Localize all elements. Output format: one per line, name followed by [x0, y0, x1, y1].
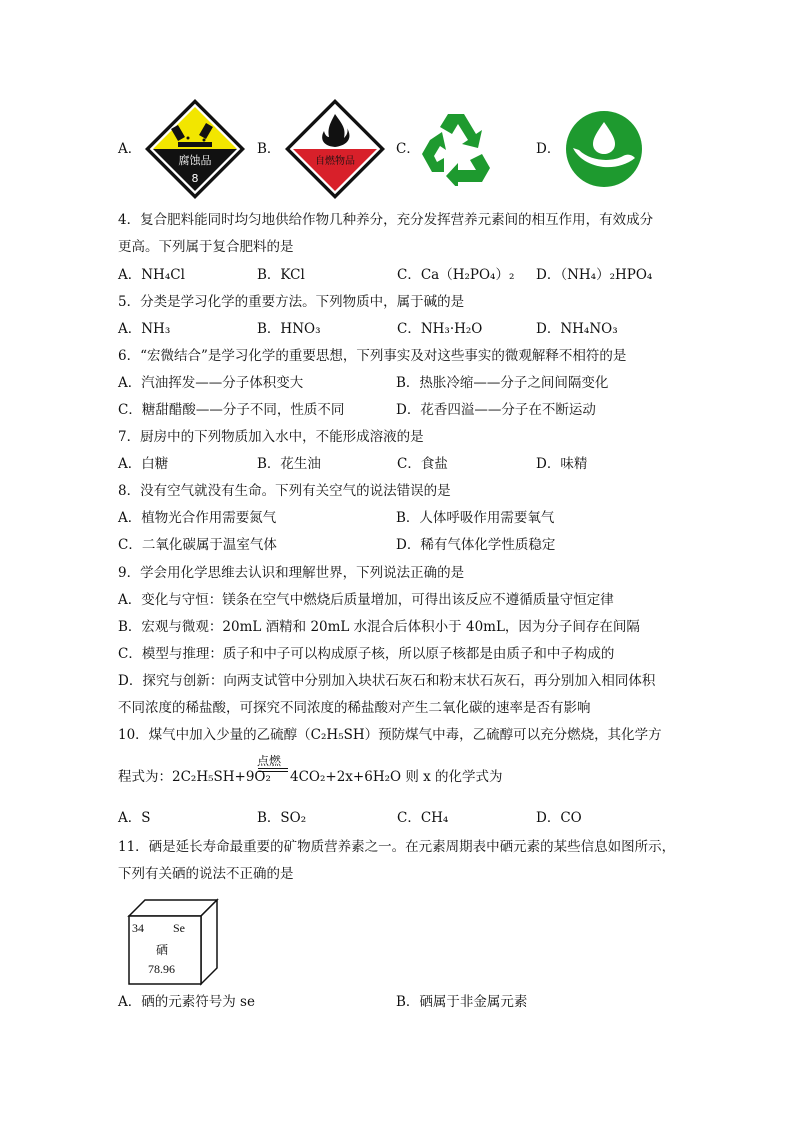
q7-stem: 7．厨房中的下列物质加入水中，不能形成溶液的是: [118, 429, 424, 445]
q11-stem-line1: 11．硒是延长寿命最重要的矿物质营养素之一。在元素周期表中硒元素的某些信息如图所示，: [118, 839, 676, 855]
q3-option-c-label: C．: [396, 141, 420, 157]
q5-option-d: D．NH₄NO₃: [536, 321, 618, 337]
q3-option-d-label: D．: [536, 141, 561, 157]
q4-stem-line1: 4．复合肥料能同时均匀地供给作物几种养分，充分发挥营养元素间的相互作用，有效成分: [118, 212, 654, 228]
q8-option-d: D．稀有气体化学性质稳定: [396, 537, 556, 553]
q6-option-c: C．糖甜醋酸——分子不同，性质不同: [118, 402, 345, 418]
element-name: 硒: [156, 943, 169, 957]
q6-option-b: B．热胀冷缩——分子之间间隔变化: [396, 375, 609, 391]
corrosive-sign-number: 8: [191, 172, 199, 185]
element-atomic-number: 34: [132, 921, 144, 935]
q8-stem: 8．没有空气就没有生命。下列有关空气的说法错误的是: [118, 483, 451, 499]
q3-option-a-label: A．: [118, 141, 142, 157]
q10-option-d: D．CO: [536, 810, 582, 826]
q7-option-a: A．白糖: [118, 456, 169, 472]
flammable-sign-text: 自燃物品: [315, 156, 355, 167]
q5-option-b: B．HNO₃: [257, 321, 321, 337]
element-tile-selenium: [127, 898, 219, 986]
q10-option-a: A．S: [118, 810, 151, 826]
q5-stem: 5．分类是学习化学的重要方法。下列物质中，属于碱的是: [118, 294, 465, 310]
q6-option-d: D．花香四溢——分子在不断运动: [396, 402, 596, 418]
q4-stem-line2: 更高。下列属于复合肥料的是: [118, 239, 294, 255]
q11-stem-line2: 下列有关硒的说法不正确的是: [118, 866, 294, 882]
q4-option-c: C．Ca（H₂PO₄）₂: [397, 267, 515, 283]
flammable-sign-icon: [284, 98, 386, 200]
q4-option-d: D．（NH₄）₂HPO₄: [536, 267, 653, 283]
q7-option-c: C．食盐: [397, 456, 448, 472]
element-atomic-mass: 78.96: [148, 962, 175, 976]
water-saving-icon: [565, 110, 643, 188]
q10-equation-condition: 点燃: [257, 754, 282, 768]
q9-option-c: C．模型与推理：质子和中子可以构成原子核，所以原子核都是由质子和中子构成的: [118, 646, 615, 662]
q9-option-b: B．宏观与微观：20mL 酒精和 20mL 水混合后体积小于 40mL，因为分子间存在间隔: [118, 619, 640, 635]
q10-option-c: C．CH₄: [397, 810, 449, 826]
q5-option-a: A．NH₃: [118, 321, 171, 337]
q8-option-c: C．二氧化碳属于温室气体: [118, 537, 277, 553]
q9-option-d-line2: 不同浓度的稀盐酸，可探究不同浓度的稀盐酸对产生二氧化碳的速率是否有影响: [118, 700, 591, 716]
q7-option-d: D．味精: [536, 456, 588, 472]
q6-option-a: A．汽油挥发——分子体积变大: [118, 375, 304, 391]
q4-option-a: A．NH₄Cl: [118, 267, 185, 283]
corrosive-sign-icon: [144, 98, 246, 200]
q6-stem: 6．“宏微结合”是学习化学的重要思想，下列事实及对这些事实的微观解释不相符的是: [118, 348, 627, 364]
q9-stem: 9．学会用化学思维去认识和理解世界，下列说法正确的是: [118, 565, 465, 581]
element-symbol: Se: [173, 921, 185, 935]
q4-option-b: B．KCl: [257, 267, 305, 283]
q9-option-d-line1: D．探究与创新：向两支试管中分别加入块状石灰石和粉末状石灰石，再分别加入相同体积: [118, 673, 656, 689]
q10-equation-suffix: 4CO₂+2x+6H₂O 则 x 的化学式为: [290, 769, 503, 785]
q10-stem-line1: 10．煤气中加入少量的乙硫醇（C₂H₅SH）预防煤气中毒，乙硫醇可以充分燃烧，其化学方: [118, 727, 662, 743]
q10-equation-prefix: 程式为：2C₂H₅SH+9O₂: [118, 769, 271, 785]
q8-option-a: A．植物光合作用需要氮气: [118, 510, 277, 526]
q10-option-b: B．SO₂: [257, 810, 307, 826]
q7-option-b: B．花生油: [257, 456, 321, 472]
recycle-icon: [420, 110, 492, 186]
corrosive-sign-text: 腐蚀品: [178, 154, 212, 167]
q11-option-a: A．硒的元素符号为 se: [118, 994, 255, 1010]
q11-option-b: B．硒属于非金属元素: [396, 994, 528, 1010]
q8-option-b: B．人体呼吸作用需要氧气: [396, 510, 555, 526]
q10-equation-arrow: [258, 768, 288, 772]
q3-option-b-label: B．: [257, 141, 281, 157]
q9-option-a: A．变化与守恒：镁条在空气中燃烧后质量增加，可得出该反应不遵循质量守恒定律: [118, 592, 614, 608]
q5-option-c: C．NH₃·H₂O: [397, 321, 483, 337]
